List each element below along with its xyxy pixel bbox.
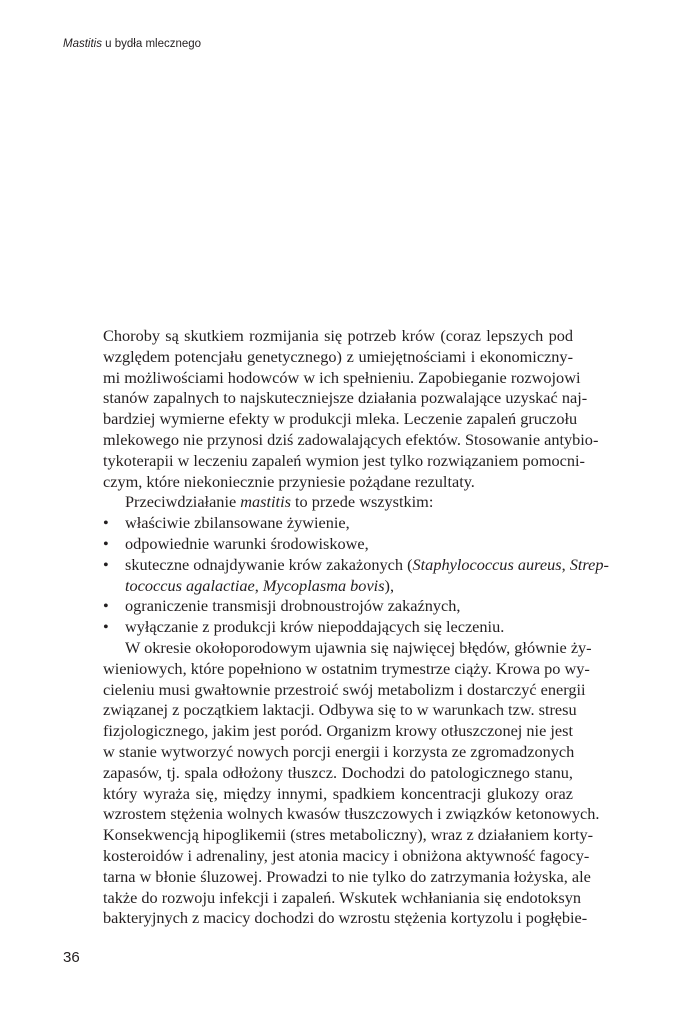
text-line: wzrostem stężenia wolnych kwasów tłuszczowych i związków ketonowych.: [103, 804, 600, 824]
species-name: Mycoplasma bovis: [262, 575, 385, 595]
list-intro-after: to przede wszystkim:: [290, 492, 434, 512]
list-intro-italic: mastitis: [240, 492, 291, 512]
text-line: stanów zapalnych to najskuteczniejsze działania pozwalające uzyskać naj-: [103, 388, 588, 408]
bullet-text: odpowiednie warunki środowiskowe,: [125, 533, 369, 553]
text-line: zapasów, tj. spala odłożony tłuszcz. Dochodzi do patologicznego stanu,: [103, 762, 573, 782]
list-intro-before: Przeciwdziałanie: [125, 492, 241, 512]
text-line: tykoterapii w leczeniu zapaleń wymion jest tylko rozwiązaniem pomocni-: [103, 450, 585, 470]
bullet-text: ,: [561, 554, 570, 574]
bullet-item-continuation: [103, 576, 573, 597]
bullet-dot: •: [103, 596, 109, 616]
text-line: cieleniu musi gwałtownie przestroić swój metabolizm i dostarczyć energii: [103, 679, 586, 699]
bullet-text: właściwie zbilansowane żywienie,: [125, 513, 350, 533]
text-line: czym, które niekoniecznie przyniesie pożądane rezultaty.: [103, 471, 475, 491]
text-line: mlekowego nie przynosi dziś zadowalających efektów. Stosowanie antybio-: [103, 429, 599, 449]
bullet-dot: •: [103, 513, 109, 533]
bullet-dot: •: [103, 617, 109, 637]
bullet-item: [103, 534, 573, 555]
text-line: także do rozwoju infekcji i zapaleń. Wskutek wchłaniania się endotoksyn: [103, 887, 582, 907]
text-line: związanej z początkiem laktacji. Odbywa się to w warunkach tzw. stresu: [103, 700, 577, 720]
text-line: bakteryjnych z macicy dochodzi do wzrostu stężenia kortyzolu i pogłębie-: [103, 908, 588, 928]
text-line: bardziej wymierne efekty w produkcji mleka. Leczenie zapaleń gruczołu: [103, 409, 578, 429]
bullet-dot: •: [103, 554, 109, 574]
text-line: kosteroidów i adrenaliny, jest atonia macicy i obniżona aktywność fagocy-: [103, 845, 590, 865]
text-line: który wyraża się, między innymi, spadkiem koncentracji glukozy oraz: [103, 783, 573, 803]
bullet-item: [103, 513, 573, 534]
bullet-item: [103, 617, 573, 638]
bullet-text: ,: [254, 575, 263, 595]
bullet-dot: •: [103, 533, 109, 553]
running-head-rest: u bydła mlecznego: [101, 38, 202, 50]
species-name: tococcus agalactiae: [125, 575, 255, 595]
bullet-text: ),: [384, 575, 395, 595]
bullet-text: ograniczenie transmisji drobnoustrojów zakaźnych,: [125, 596, 461, 616]
running-head-italic: Mastitis: [63, 38, 102, 50]
page-number: 36: [63, 949, 80, 966]
text-line: w stanie wytworzyć nowych porcji energii i korzysta ze zgromadzonych: [103, 741, 575, 761]
text-line: wieniowych, które popełniono w ostatnim trymestrze ciąży. Krowa po wy-: [103, 658, 590, 678]
bullet-text: wyłączanie z produkcji krów niepoddających się leczeniu.: [125, 617, 505, 637]
species-name: Staphylococcus aureus: [412, 554, 562, 574]
bullet-item: [103, 554, 609, 576]
text-line: Konsekwencją hipoglikemii (stres metaboliczny), wraz z działaniem korty-: [103, 825, 594, 845]
text-line: mi możliwościami hodowców w ich spełnieniu. Zapobieganie rozwojowi: [103, 367, 581, 387]
bullet-item: [103, 596, 573, 617]
text-line: względem potencjału genetycznego) z umiejętnościami i ekonomiczny-: [103, 346, 573, 366]
text-line: tarna w błonie śluzowej. Prowadzi to nie tylko do zatrzymania łożyska, ale: [103, 866, 591, 886]
running-head: [63, 38, 201, 50]
list-intro: [103, 492, 573, 513]
body-text: [103, 326, 609, 929]
text-line: fizjologicznego, jakim jest poród. Organizm krowy otłuszczonej nie jest: [103, 721, 573, 741]
species-name: Strep-: [569, 554, 609, 574]
text-line: Choroby są skutkiem rozmijania się potrzeb krów (coraz lepszych pod: [103, 326, 573, 345]
bullet-text: skuteczne odnajdywanie krów zakażonych (: [125, 554, 413, 574]
text-line: W okresie okołoporodowym ujawnia się najwięcej błędów, głównie ży-: [125, 637, 592, 657]
